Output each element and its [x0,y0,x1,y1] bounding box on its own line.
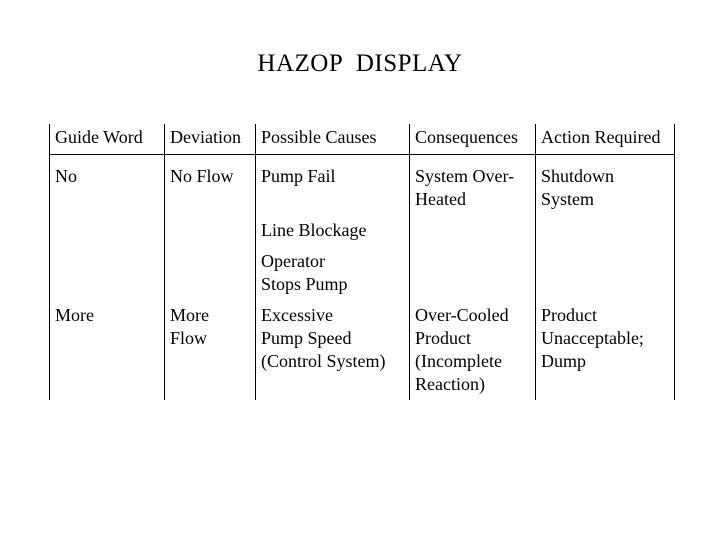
header-possible-causes: Possible Causes [256,124,410,155]
hazop-table [49,124,675,400]
cell-deviation [165,155,256,212]
cell-action-required [536,211,675,242]
cell-action-required [536,155,675,212]
header-consequences: Consequences [410,124,536,155]
cell-text: Excessive Pump Speed (Control System) [261,305,386,371]
cell-consequences [410,296,536,400]
slide-title: HAZOP DISPLAY [257,50,463,77]
header-row [50,124,675,155]
cell-text: Shutdown System [541,166,615,209]
cell-possible-causes [256,242,410,296]
cell-text: System Over- Heated [415,166,515,209]
cell-guide-word [50,211,165,242]
cell-deviation [165,242,256,296]
cell-text: No [55,166,77,186]
cell-text: More [55,305,94,325]
cell-possible-causes [256,155,410,212]
header-deviation: Deviation [165,124,256,155]
header-guide-word: Guide Word [50,124,165,155]
cell-text: More Flow [170,305,209,348]
cell-consequences [410,155,536,212]
cell-text: Over-Cooled Product (Incomplete Reaction) [415,305,509,394]
header-action-required: Action Required [536,124,675,155]
cell-guide-word [50,296,165,400]
cell-text: Product Unacceptable; Dump [541,305,644,371]
cell-possible-causes [256,296,410,400]
cell-possible-causes [256,211,410,242]
cell-text: No Flow [170,166,234,186]
cell-consequences [410,211,536,242]
cell-deviation [165,211,256,242]
cell-guide-word [50,242,165,296]
cell-text: Pump Fail [261,166,336,186]
cell-deviation [165,296,256,400]
cell-consequences [410,242,536,296]
cell-guide-word [50,155,165,212]
table-row [50,296,675,400]
table-row [50,242,675,296]
table-row [50,211,675,242]
table-row [50,155,675,212]
cell-text: Line Blockage [261,220,367,240]
cell-text: Operator Stops Pump [261,251,348,294]
cell-action-required [536,296,675,400]
cell-action-required [536,242,675,296]
